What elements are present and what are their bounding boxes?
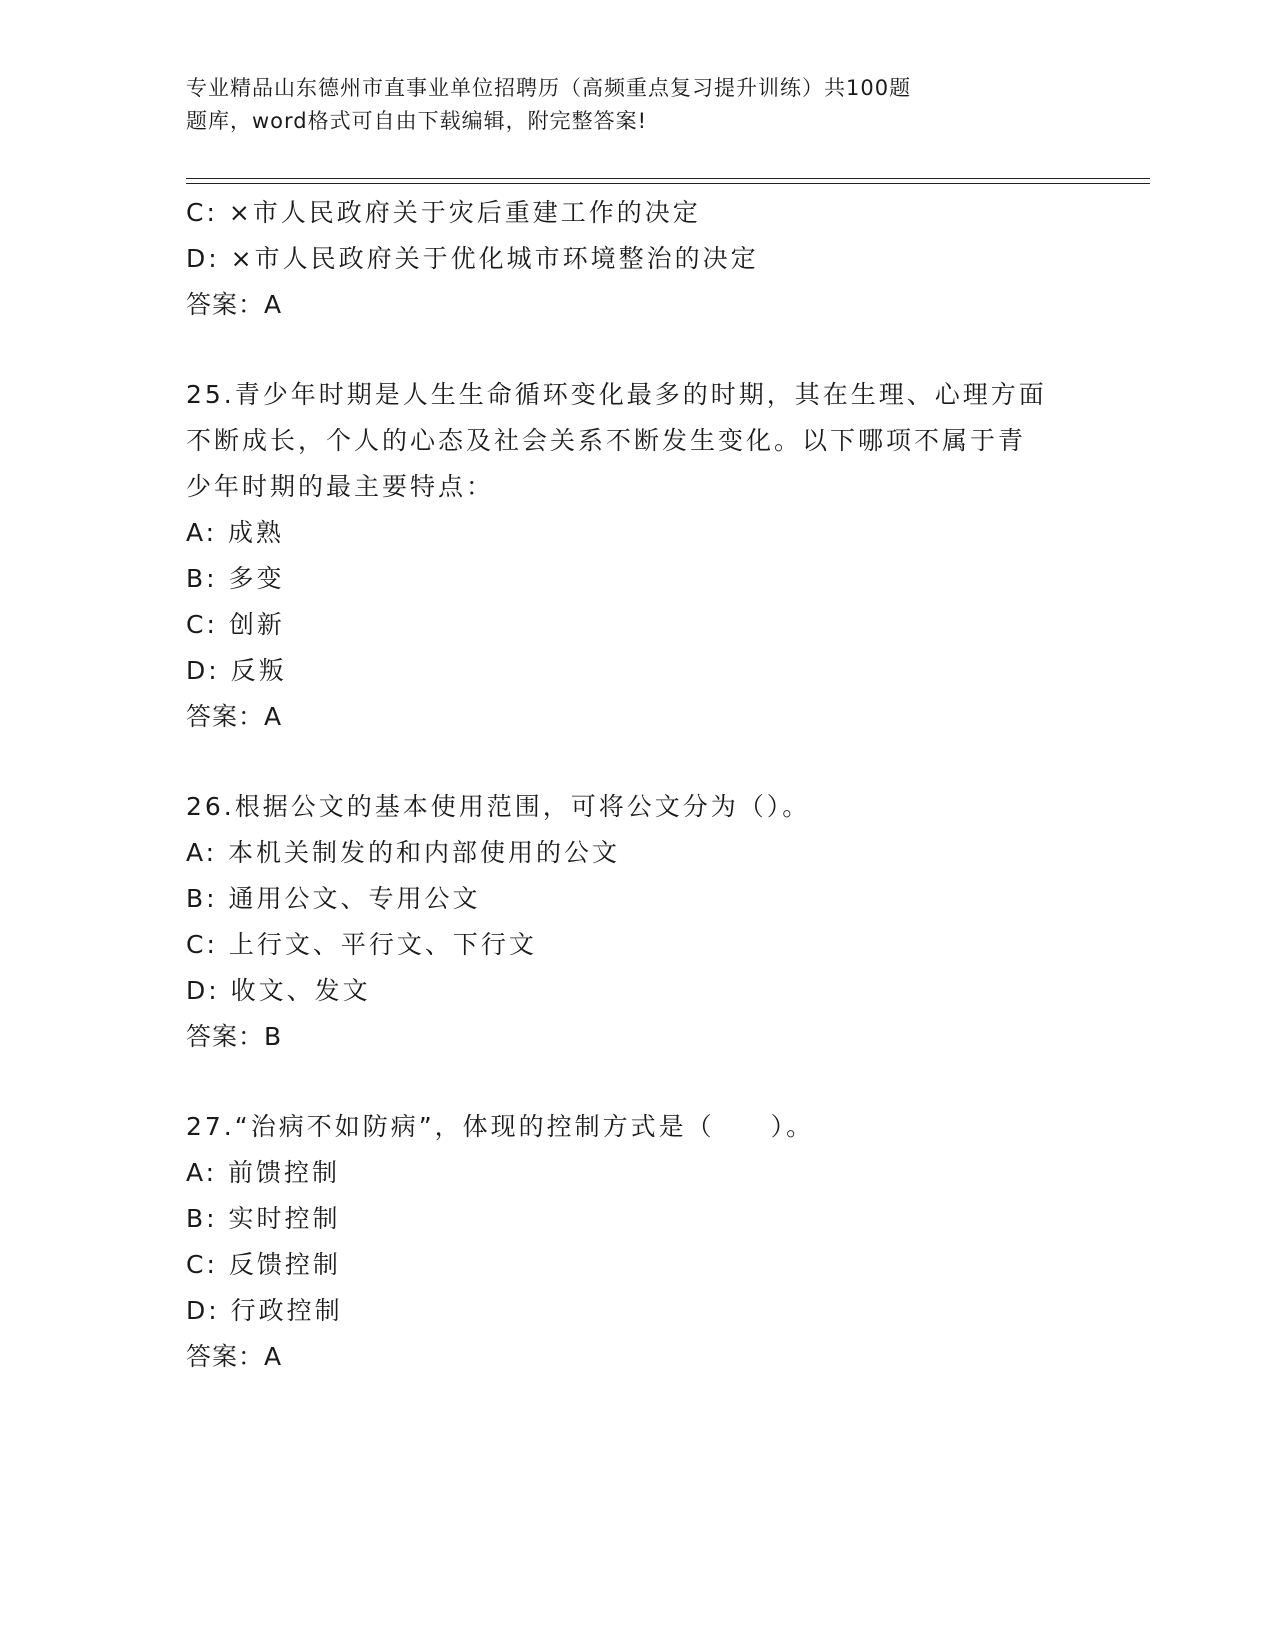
answer: 答案：A	[186, 290, 283, 319]
question-25	[186, 372, 1086, 740]
document-header	[186, 72, 1026, 138]
header-divider-bottom	[186, 183, 1150, 184]
answer: 答案：B	[186, 1022, 283, 1051]
question-stem: 26.根据公文的基本使用范围，可将公文分为（）。	[186, 792, 811, 821]
question-stem: 25.青少年时期是人生生命循环变化最多的时期，其在生理、心理方面	[186, 380, 1047, 409]
option-c: C: 反馈控制	[186, 1250, 341, 1279]
option-a: A: 成熟	[186, 518, 285, 547]
option-b: B: 多变	[186, 564, 285, 593]
option-c: C: 上行文、平行文、下行文	[186, 930, 537, 959]
answer: 答案：A	[186, 1342, 283, 1371]
question-stem: 27.“治病不如防病”，体现的控制方式是（ ）。	[186, 1112, 815, 1141]
header-line-1: 专业精品山东德州市直事业单位招聘历（高频重点复习提升训练）共100题	[186, 76, 912, 100]
option-d: D: ×市人民政府关于优化城市环境整治的决定	[186, 244, 759, 273]
question-content	[186, 190, 1086, 1380]
option-a: A: 前馈控制	[186, 1158, 341, 1187]
question-stem: 不断成长，个人的心态及社会关系不断发生变化。以下哪项不属于青	[186, 426, 1027, 455]
answer: 答案：A	[186, 702, 283, 731]
option-a: A: 本机关制发的和内部使用的公文	[186, 838, 621, 867]
option-c: C: ×市人民政府关于灾后重建工作的决定	[186, 198, 701, 227]
header-line-2: 题库，word格式可自由下载编辑，附完整答案!	[186, 109, 648, 133]
question-27	[186, 1104, 1086, 1380]
option-c: C: 创新	[186, 610, 285, 639]
option-d: D: 行政控制	[186, 1296, 343, 1325]
option-b: B: 实时控制	[186, 1204, 341, 1233]
question-24-tail	[186, 190, 1086, 328]
question-26	[186, 784, 1086, 1060]
option-b: B: 通用公文、专用公文	[186, 884, 481, 913]
question-stem: 少年时期的最主要特点：	[186, 472, 495, 501]
option-d: D: 反叛	[186, 656, 287, 685]
header-divider-top	[186, 178, 1150, 179]
option-d: D: 收文、发文	[186, 976, 371, 1005]
